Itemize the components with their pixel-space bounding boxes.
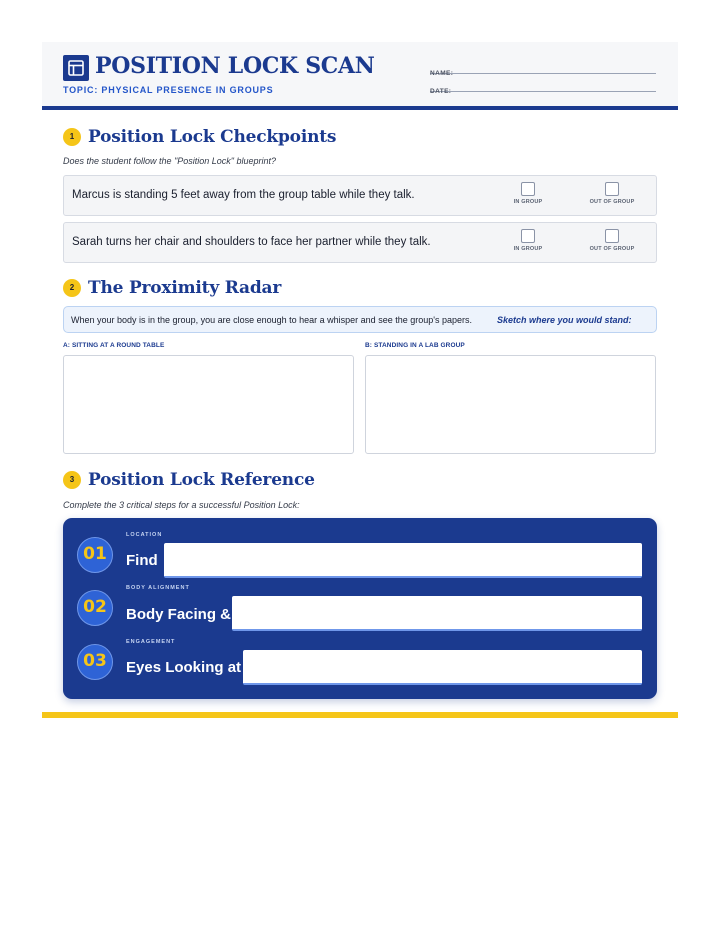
- footer-accent-bar: [42, 712, 678, 718]
- section-number-badge: 3: [63, 471, 81, 489]
- worksheet-header: [42, 42, 678, 110]
- in-group-checkbox[interactable]: [521, 229, 535, 243]
- date-field[interactable]: [430, 80, 656, 95]
- section-instructions: Complete the 3 critical steps for a successful Position Lock:: [63, 500, 300, 510]
- section-instructions: Does the student follow the "Position Lock" blueprint?: [63, 156, 277, 166]
- in-group-option[interactable]: [498, 182, 558, 208]
- checkpoint-statement: Marcus is standing 5 feet away from the group table while they talk.: [72, 189, 415, 201]
- in-group-checkbox[interactable]: [521, 182, 535, 196]
- proximity-note-text: When your body is in the group, you are close enough to hear a whisper and see the group's papers.: [71, 315, 472, 325]
- name-field[interactable]: [430, 62, 656, 77]
- out-of-group-option[interactable]: [582, 182, 642, 208]
- checkpoint-row: [63, 175, 657, 216]
- section-number-badge: 2: [63, 279, 81, 297]
- worksheet: [42, 42, 678, 676]
- step-lead-text: Body Facing &: [126, 606, 232, 623]
- in-group-option[interactable]: [498, 229, 558, 255]
- step-answer-field[interactable]: [243, 650, 642, 685]
- section-title: Position Lock Reference: [88, 470, 315, 490]
- step-answer-field[interactable]: [232, 596, 642, 631]
- step-caption: BODY ALIGNMENT: [126, 585, 190, 591]
- sketch-area-round-table[interactable]: [63, 355, 354, 454]
- sketch-area-lab-group[interactable]: [365, 355, 656, 454]
- section-number-badge: 1: [63, 128, 81, 146]
- in-group-label: IN GROUP: [513, 246, 543, 252]
- out-of-group-option[interactable]: [582, 229, 642, 255]
- step-number: 02: [77, 590, 113, 626]
- out-of-group-checkbox[interactable]: [605, 229, 619, 243]
- out-of-group-label: OUT OF GROUP: [589, 199, 635, 205]
- out-of-group-label: OUT OF GROUP: [589, 246, 635, 252]
- step-caption: LOCATION: [126, 532, 163, 538]
- sketch-b-label: B: STANDING IN A LAB GROUP: [365, 342, 465, 349]
- layout-panel-icon: [63, 55, 89, 81]
- checkpoint-statement: Sarah turns her chair and shoulders to face her partner while they talk.: [72, 236, 431, 248]
- sketch-prompt: Sketch where you would stand:: [497, 315, 632, 325]
- name-label: NAME:: [430, 70, 454, 77]
- sketch-a-label: A: SITTING AT A ROUND TABLE: [63, 342, 165, 349]
- date-label: DATE:: [430, 88, 452, 95]
- step-answer-field[interactable]: [164, 543, 642, 578]
- out-of-group-checkbox[interactable]: [605, 182, 619, 196]
- step-caption: ENGAGEMENT: [126, 639, 176, 645]
- page-title: POSITION LOCK SCAN: [95, 53, 375, 79]
- reference-panel: [63, 518, 657, 699]
- section-title: Position Lock Checkpoints: [88, 127, 337, 147]
- step-number: 03: [77, 644, 113, 680]
- step-lead-text: Find: [126, 552, 158, 569]
- step-lead-text: Eyes Looking at: [126, 659, 242, 676]
- proximity-note: [63, 306, 657, 333]
- in-group-label: IN GROUP: [513, 199, 543, 205]
- checkpoint-row: [63, 222, 657, 263]
- section-title: The Proximity Radar: [88, 278, 282, 298]
- step-number: 01: [77, 537, 113, 573]
- page-topic: TOPIC: PHYSICAL PRESENCE IN GROUPS: [63, 85, 274, 95]
